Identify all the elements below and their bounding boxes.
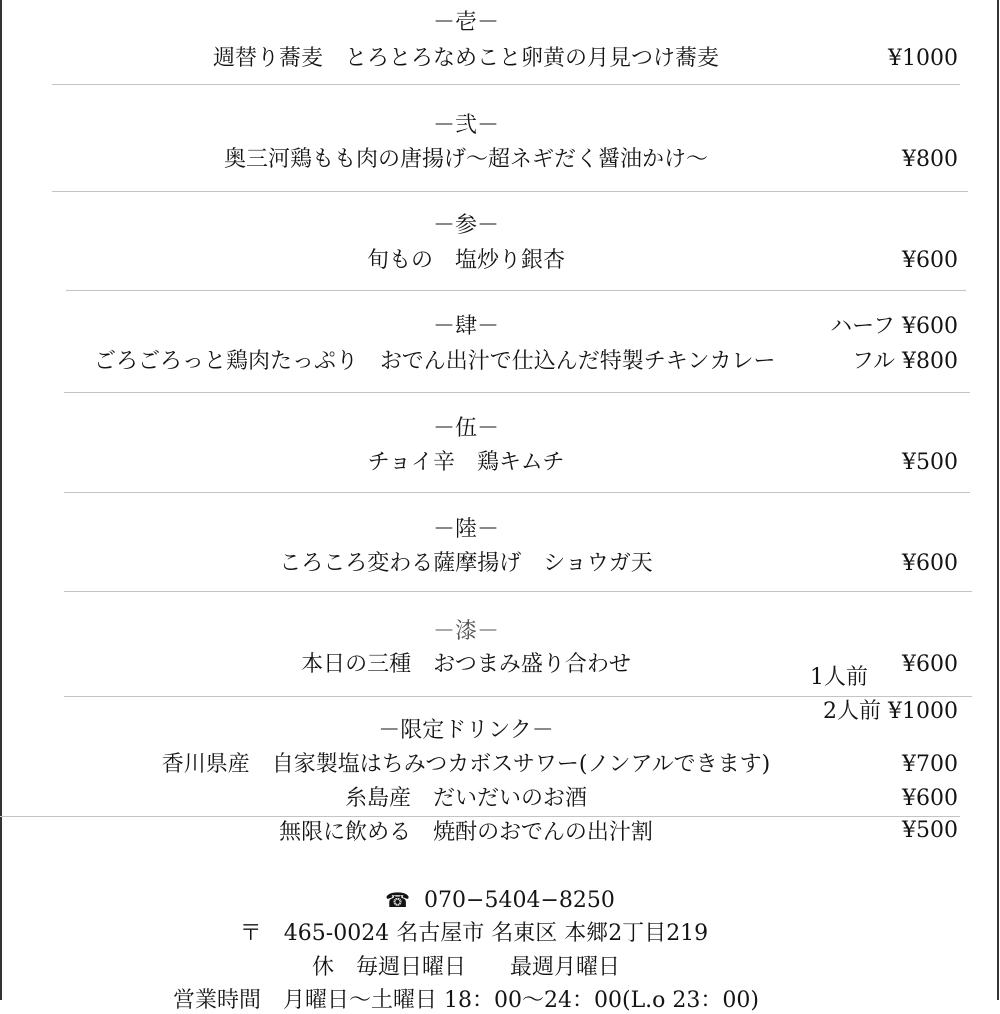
divider xyxy=(52,84,960,85)
item-number: －陸－ xyxy=(432,517,500,542)
closed-days: 休 毎週日曜日 最週月曜日 xyxy=(311,955,620,980)
item-name: ごろごろっと鶏肉たっぷり おでん出汁で仕込んだ特製チキンカレー xyxy=(94,349,776,374)
divider xyxy=(64,392,970,393)
business-hours: 営業時間 月曜日～土曜日 18：00～24：00(L.o 23：00) xyxy=(173,988,759,1013)
drink-price: ¥700 xyxy=(902,752,958,777)
portion-label: 1人前 xyxy=(810,665,868,690)
divider xyxy=(64,696,972,697)
divider xyxy=(52,191,968,192)
item-price: ¥600 xyxy=(902,652,958,677)
item-price: ¥600 xyxy=(902,248,958,273)
item-name: 本日の三種 おつまみ盛り合わせ xyxy=(301,652,631,677)
item-price-half: ハーフ ¥600 xyxy=(830,314,958,339)
phone-line xyxy=(0,887,1000,914)
drink-price: ¥600 xyxy=(902,786,958,811)
item-price: ¥600 xyxy=(902,551,958,576)
divider xyxy=(64,591,972,592)
drink-name: 香川県産 自家製塩はちみつカボスサワー(ノンアルできます) xyxy=(161,752,771,777)
item-price: ¥500 xyxy=(902,450,958,475)
item-name: 奥三河鶏もも肉の唐揚げ～超ネギだく醤油かけ～ xyxy=(223,147,709,172)
item-price-two: 2人前 ¥1000 xyxy=(823,699,958,724)
item-number: －参－ xyxy=(432,213,500,238)
left-border xyxy=(0,0,2,1000)
item-number: －肆－ xyxy=(432,314,500,339)
phone-number: 070−5404−8250 xyxy=(424,888,615,913)
divider xyxy=(0,816,960,817)
item-name: 週替り蕎麦 とろとろなめこと卵黄の月見つけ蕎麦 xyxy=(212,46,720,71)
drink-name: 無限に飲める 焼酎のおでんの出汁割 xyxy=(279,820,653,845)
right-border xyxy=(997,0,999,1000)
item-number: －漆－ xyxy=(432,619,500,644)
address: 〒 465-0024 名古屋市 名東区 本郷2丁目219 xyxy=(239,921,709,946)
item-price-full: フル ¥800 xyxy=(851,349,958,374)
drinks-heading: －限定ドリンク－ xyxy=(378,718,554,743)
drink-price: ¥500 xyxy=(902,818,958,843)
item-number: －弐－ xyxy=(432,113,500,138)
item-price: ¥800 xyxy=(902,147,958,172)
item-number: －壱－ xyxy=(432,10,500,35)
drink-name: 糸島産 だいだいのお酒 xyxy=(344,786,588,811)
divider xyxy=(66,290,966,291)
item-price: ¥1000 xyxy=(888,46,958,71)
item-name: チョイ辛 鶏キムチ xyxy=(367,450,565,475)
item-name: 旬もの 塩炒り銀杏 xyxy=(366,248,566,273)
divider xyxy=(64,492,970,493)
item-number: －伍－ xyxy=(432,416,500,441)
item-name: ころころ変わる薩摩揚げ ショウガ天 xyxy=(279,551,653,576)
telephone-icon: ☎ xyxy=(385,888,411,912)
